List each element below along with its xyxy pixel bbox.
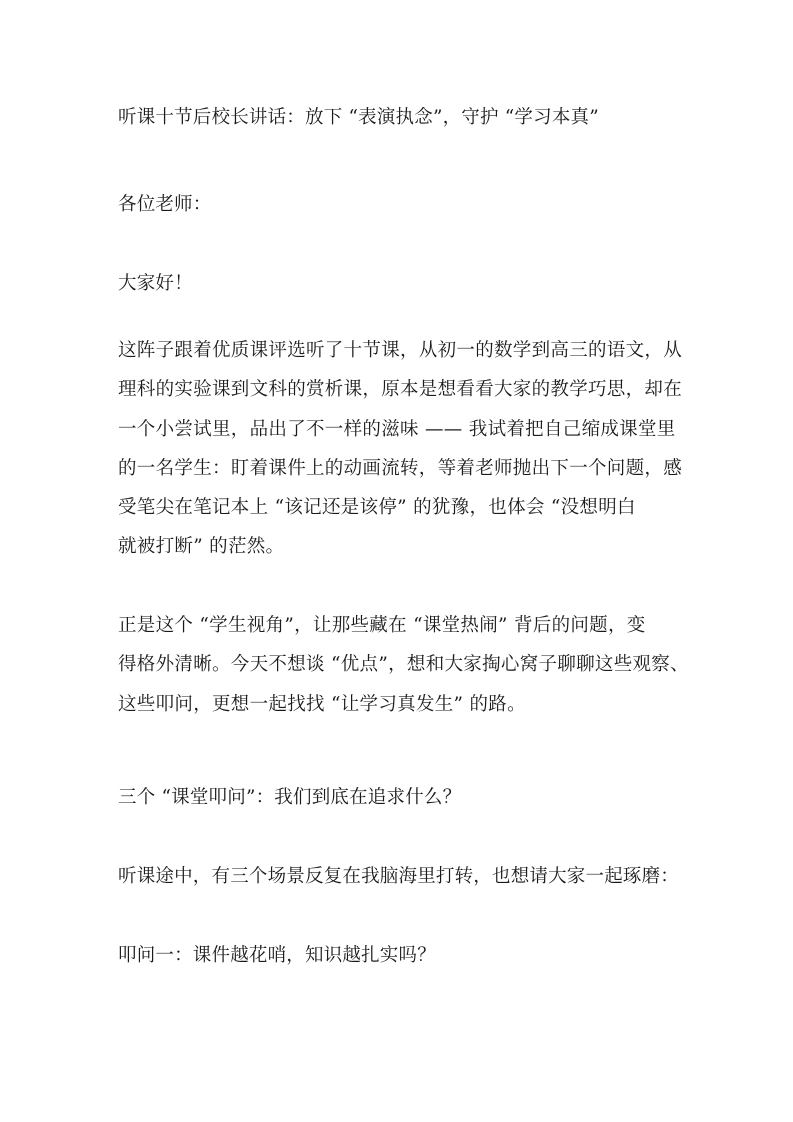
paragraph-1-line: 理科的实验课到文科的赏析课，原本是想看看大家的教学巧思，却在 [118, 379, 683, 401]
paragraph-1-line: 一个小尝试里，品出了不一样的滋味 —— 我试着把自己缩成课堂里 [118, 418, 676, 440]
paragraph-1-line: 的一名学生：盯着课件上的动画流转，等着老师抛出下一个问题，感 [118, 457, 683, 479]
paragraph-1-line: 就被打断” 的茫然。 [118, 536, 285, 558]
section-intro: 听课途中，有三个场景反复在我脑海里打转，也想请大家一起琢磨： [118, 866, 680, 887]
section-heading: 三个 “课堂叩问”：我们到底在追求什么？ [118, 787, 462, 808]
greeting: 大家好！ [118, 273, 193, 294]
paragraph-1-line: 受笔尖在笔记本上 “该记还是该停” 的犹豫，也体会 “没想明白 [118, 497, 636, 519]
document-title: 听课十节后校长讲话：放下 “表演执念”，守护 “学习本真” [118, 107, 599, 128]
paragraph-2-line: 这些叩问，更想一起找找 “让学习真发生” 的路。 [118, 693, 526, 715]
paragraph-2-line: 正是这个 “学生视角”，让那些藏在 “课堂热闹” 背后的问题，变 [118, 615, 646, 636]
paragraph-2 [118, 606, 690, 724]
salutation: 各位老师： [118, 194, 212, 215]
paragraph-1 [118, 331, 690, 567]
paragraph-1-line: 这阵子跟着优质课评选听了十节课，从初一的数学到高三的语文，从 [118, 340, 683, 361]
question-one-heading: 叩问一：课件越花哨，知识越扎实吗？ [118, 945, 436, 966]
paragraph-2-line: 得格外清晰。今天不想谈 “优点”，想和大家掏心窝子聊聊这些观察、 [118, 654, 689, 676]
